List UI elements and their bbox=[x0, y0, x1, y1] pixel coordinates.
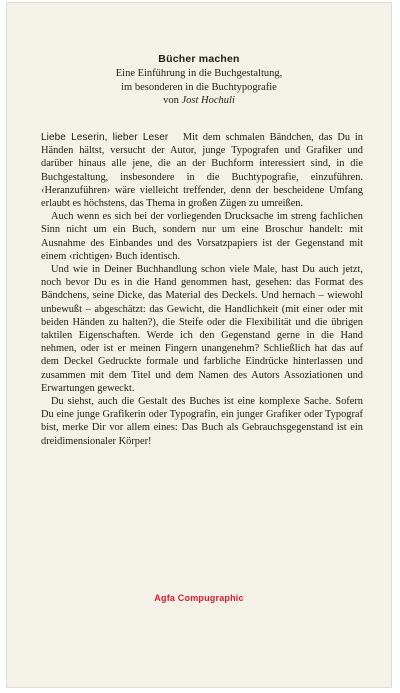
publisher-logo: Agfa Compugraphic bbox=[154, 593, 244, 603]
subtitle-line-1: Eine Einführung in die Buchgestaltung, bbox=[115, 68, 283, 79]
paragraph-1-text: Mit dem schmalen Bändchen, das Du in Händen hältst, versucht der Autor, junge Typografen und Grafiker und darüber hinaus alle jene, die an der Buchform interessiert sind, in die Buchgestaltung, insbesondere in die Buchtypografie, einzuführen. ‹Heranzuführen› wäre vielleicht treffender, denn der bescheidene Umfang erlaubt es höchstens, das Thema in großen Zügen zu umreißen. bbox=[41, 132, 363, 210]
book-page bbox=[6, 2, 392, 688]
salutation: Liebe Leserin, lieber Leser bbox=[41, 132, 169, 143]
author-prefix: von bbox=[163, 95, 179, 106]
subtitle-line-2: im besonderen in die Buchtypografie bbox=[121, 81, 277, 93]
paragraph-1 bbox=[41, 131, 363, 210]
author-line bbox=[7, 94, 391, 108]
paragraph-2: Auch wenn es sich bei der vorliegenden Drucksache im streng fachlichen Sinn nicht um ein Buch, sondern nur um eine Broschur handelt: mit Ausnahme des Einbandes und des Vorsatzpapiers ist der Gegenstand mit einem ‹richtigen› Buch identisch. bbox=[41, 211, 363, 262]
paragraph-3: Und wie in Deiner Buchhandlung schon viele Male, hast Du auch jetzt, noch bevor Du es in die Hand genommen hast, gesehen: das Format des Bändchens, seine Dicke, das Material des Deckels. Und hernach – wiewohl unbewußt – abgeschätzt: das Gewicht, die Handlichkeit (mit einer oder mit beiden Händen zu halten?), die Steife oder die Flexibilität und die übrigen taktilen Eigenschaften. Werde ich den Gegenstand gerne in die Hand nehmen, oder ist er meinen Fingern unangenehm? Schließlich hat das auf dem Deckel Gedruckte formale und farbliche Eindrücke hinterlassen und zusammen mit dem Titel und dem Namen des Autors Assoziationen und Erwartungen geweckt. bbox=[41, 264, 363, 394]
body-text bbox=[41, 131, 363, 448]
author-name: Jost Hochuli bbox=[181, 95, 235, 106]
paragraph-4: Du siehst, auch die Gestalt des Buches ist eine komplexe Sache. Sofern Du eine junge Grafikerin oder Typografin, ein junger Grafiker oder Typograf bist, merke Dir vor allem eines: Das Buch als Gebrauchsgegenstand ist ein dreidimensionaler Körper! bbox=[41, 396, 363, 447]
book-title: Bücher machen bbox=[158, 53, 240, 65]
title-block bbox=[7, 53, 391, 108]
